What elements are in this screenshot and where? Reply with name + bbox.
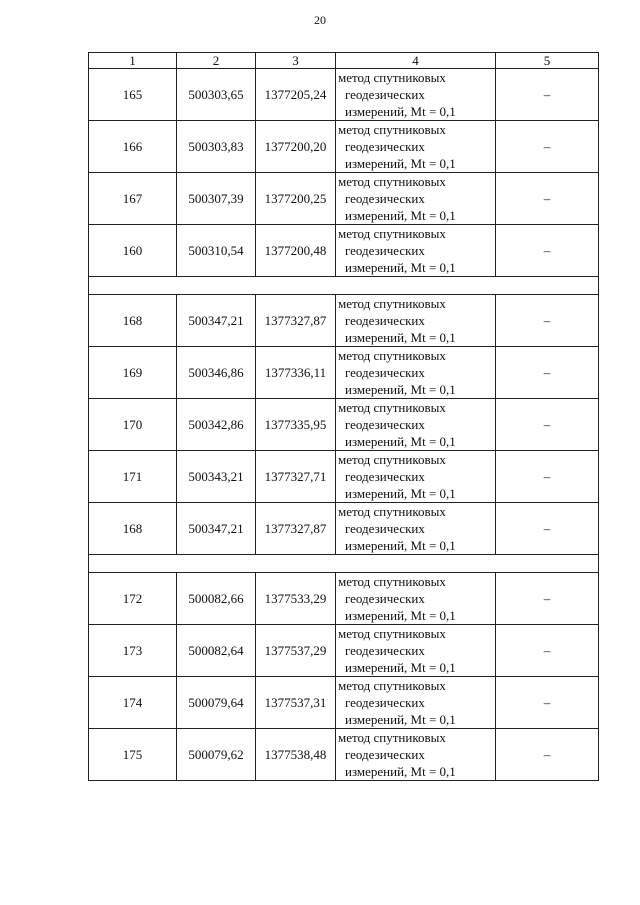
y-coordinate-cell: 1377200,20 bbox=[256, 121, 336, 173]
group-separator-cell bbox=[89, 555, 599, 573]
page-number: 20 bbox=[314, 13, 326, 27]
table-row bbox=[89, 225, 599, 277]
table-row bbox=[89, 503, 599, 555]
method-line: геодезических bbox=[345, 365, 425, 380]
method-line: геодезических bbox=[345, 591, 425, 606]
table-row bbox=[89, 347, 599, 399]
x-coordinate-cell: 500079,64 bbox=[177, 677, 256, 729]
method-cell bbox=[336, 503, 496, 555]
y-coordinate-cell: 1377327,71 bbox=[256, 451, 336, 503]
method-cell bbox=[336, 347, 496, 399]
table-body bbox=[89, 69, 599, 781]
x-coordinate-cell: 500307,39 bbox=[177, 173, 256, 225]
table-row bbox=[89, 625, 599, 677]
header-col-1: 1 bbox=[89, 53, 177, 69]
method-line: метод спутниковых bbox=[338, 122, 446, 137]
y-coordinate-cell: 1377537,29 bbox=[256, 625, 336, 677]
method-line: измерений, Mt = 0,1 bbox=[345, 608, 456, 623]
group-separator-cell bbox=[89, 277, 599, 295]
method-cell bbox=[336, 625, 496, 677]
method-line: метод спутниковых bbox=[338, 348, 446, 363]
method-line: измерений, Mt = 0,1 bbox=[345, 660, 456, 675]
point-number-cell: 166 bbox=[89, 121, 177, 173]
y-coordinate-cell: 1377538,48 bbox=[256, 729, 336, 781]
point-number-cell: 173 bbox=[89, 625, 177, 677]
method-line: геодезических bbox=[345, 695, 425, 710]
method-line: метод спутниковых bbox=[338, 400, 446, 415]
method-cell bbox=[336, 677, 496, 729]
y-coordinate-cell: 1377200,25 bbox=[256, 173, 336, 225]
header-col-3: 3 bbox=[256, 53, 336, 69]
table-row bbox=[89, 295, 599, 347]
method-line: метод спутниковых bbox=[338, 504, 446, 519]
method-line: геодезических bbox=[345, 417, 425, 432]
method-line: геодезических bbox=[345, 747, 425, 762]
method-line: метод спутниковых bbox=[338, 574, 446, 589]
note-cell: – bbox=[496, 173, 599, 225]
point-number-cell: 172 bbox=[89, 573, 177, 625]
method-line: измерений, Mt = 0,1 bbox=[345, 434, 456, 449]
method-line: измерений, Mt = 0,1 bbox=[345, 330, 456, 345]
note-cell: – bbox=[496, 451, 599, 503]
method-line: геодезических bbox=[345, 191, 425, 206]
table-row bbox=[89, 573, 599, 625]
y-coordinate-cell: 1377335,95 bbox=[256, 399, 336, 451]
group-separator-row bbox=[89, 555, 599, 573]
method-line: метод спутниковых bbox=[338, 626, 446, 641]
y-coordinate-cell: 1377200,48 bbox=[256, 225, 336, 277]
table-row bbox=[89, 677, 599, 729]
header-row bbox=[89, 53, 599, 69]
point-number-cell: 168 bbox=[89, 295, 177, 347]
method-cell bbox=[336, 451, 496, 503]
method-cell bbox=[336, 225, 496, 277]
x-coordinate-cell: 500342,86 bbox=[177, 399, 256, 451]
note-cell: – bbox=[496, 121, 599, 173]
method-line: измерений, Mt = 0,1 bbox=[345, 104, 456, 119]
method-line: измерений, Mt = 0,1 bbox=[345, 712, 456, 727]
header-col-4: 4 bbox=[336, 53, 496, 69]
y-coordinate-cell: 1377533,29 bbox=[256, 573, 336, 625]
note-cell: – bbox=[496, 69, 599, 121]
method-line: метод спутниковых bbox=[338, 70, 446, 85]
header-col-2: 2 bbox=[177, 53, 256, 69]
method-line: измерений, Mt = 0,1 bbox=[345, 486, 456, 501]
method-line: геодезических bbox=[345, 643, 425, 658]
note-cell: – bbox=[496, 729, 599, 781]
method-line: метод спутниковых bbox=[338, 678, 446, 693]
note-cell: – bbox=[496, 225, 599, 277]
note-cell: – bbox=[496, 347, 599, 399]
x-coordinate-cell: 500303,65 bbox=[177, 69, 256, 121]
table-row bbox=[89, 729, 599, 781]
method-line: измерений, Mt = 0,1 bbox=[345, 764, 456, 779]
method-line: измерений, Mt = 0,1 bbox=[345, 382, 456, 397]
table-row bbox=[89, 399, 599, 451]
method-cell bbox=[336, 173, 496, 225]
method-cell bbox=[336, 295, 496, 347]
method-line: метод спутниковых bbox=[338, 226, 446, 241]
x-coordinate-cell: 500346,86 bbox=[177, 347, 256, 399]
method-line: геодезических bbox=[345, 243, 425, 258]
note-cell: – bbox=[496, 677, 599, 729]
table-row bbox=[89, 121, 599, 173]
method-cell bbox=[336, 573, 496, 625]
y-coordinate-cell: 1377327,87 bbox=[256, 503, 336, 555]
method-line: метод спутниковых bbox=[338, 174, 446, 189]
x-coordinate-cell: 500347,21 bbox=[177, 295, 256, 347]
point-number-cell: 165 bbox=[89, 69, 177, 121]
method-line: измерений, Mt = 0,1 bbox=[345, 156, 456, 171]
x-coordinate-cell: 500082,64 bbox=[177, 625, 256, 677]
x-coordinate-cell: 500079,62 bbox=[177, 729, 256, 781]
header-col-5: 5 bbox=[496, 53, 599, 69]
point-number-cell: 171 bbox=[89, 451, 177, 503]
method-line: метод спутниковых bbox=[338, 730, 446, 745]
table-row bbox=[89, 451, 599, 503]
method-cell bbox=[336, 729, 496, 781]
note-cell: – bbox=[496, 503, 599, 555]
method-line: измерений, Mt = 0,1 bbox=[345, 208, 456, 223]
group-separator-row bbox=[89, 277, 599, 295]
point-number-cell: 167 bbox=[89, 173, 177, 225]
point-number-cell: 168 bbox=[89, 503, 177, 555]
x-coordinate-cell: 500082,66 bbox=[177, 573, 256, 625]
y-coordinate-cell: 1377327,87 bbox=[256, 295, 336, 347]
x-coordinate-cell: 500347,21 bbox=[177, 503, 256, 555]
method-line: геодезических bbox=[345, 521, 425, 536]
note-cell: – bbox=[496, 625, 599, 677]
note-cell: – bbox=[496, 573, 599, 625]
point-number-cell: 175 bbox=[89, 729, 177, 781]
point-number-cell: 169 bbox=[89, 347, 177, 399]
note-cell: – bbox=[496, 399, 599, 451]
method-line: измерений, Mt = 0,1 bbox=[345, 260, 456, 275]
method-line: геодезических bbox=[345, 139, 425, 154]
x-coordinate-cell: 500303,83 bbox=[177, 121, 256, 173]
y-coordinate-cell: 1377537,31 bbox=[256, 677, 336, 729]
table-row bbox=[89, 173, 599, 225]
method-line: геодезических bbox=[345, 313, 425, 328]
y-coordinate-cell: 1377205,24 bbox=[256, 69, 336, 121]
coordinates-table bbox=[88, 52, 599, 781]
x-coordinate-cell: 500343,21 bbox=[177, 451, 256, 503]
point-number-cell: 170 bbox=[89, 399, 177, 451]
point-number-cell: 174 bbox=[89, 677, 177, 729]
table-row bbox=[89, 69, 599, 121]
y-coordinate-cell: 1377336,11 bbox=[256, 347, 336, 399]
method-line: метод спутниковых bbox=[338, 452, 446, 467]
x-coordinate-cell: 500310,54 bbox=[177, 225, 256, 277]
method-cell bbox=[336, 399, 496, 451]
method-line: измерений, Mt = 0,1 bbox=[345, 538, 456, 553]
method-line: геодезических bbox=[345, 87, 425, 102]
method-line: метод спутниковых bbox=[338, 296, 446, 311]
point-number-cell: 160 bbox=[89, 225, 177, 277]
note-cell: – bbox=[496, 295, 599, 347]
method-line: геодезических bbox=[345, 469, 425, 484]
method-cell bbox=[336, 121, 496, 173]
method-cell bbox=[336, 69, 496, 121]
